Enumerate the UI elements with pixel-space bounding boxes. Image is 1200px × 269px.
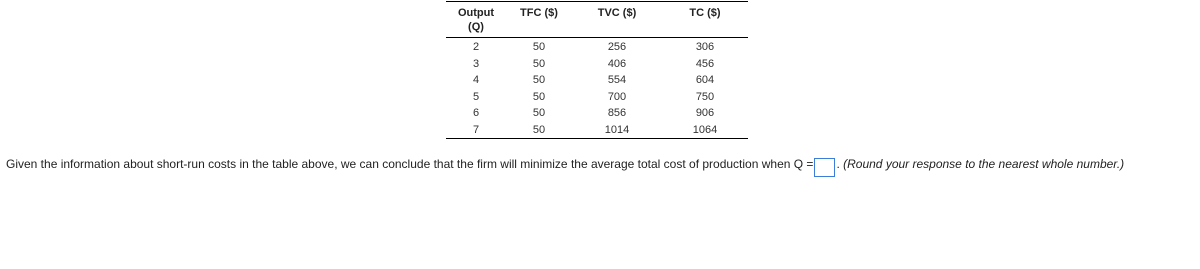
answer-input[interactable] (814, 158, 835, 177)
cell-tc: 906 (695, 107, 715, 119)
cell-tc: 1064 (692, 123, 718, 136)
cell-tfc: 50 (532, 41, 546, 53)
header-tvc: TVC ($) (597, 7, 637, 19)
cell-q: 6 (472, 107, 480, 119)
cell-tvc: 256 (607, 41, 627, 53)
cell-q: 5 (472, 90, 480, 103)
cell-tfc: 50 (532, 57, 546, 70)
cell-tvc: 856 (607, 107, 627, 119)
header-tc: TC ($) (689, 7, 721, 19)
cell-tvc: 700 (607, 90, 627, 103)
table-row (446, 105, 748, 122)
question-text: Given the information about short-run costs in the table above, we can conclude that the firm will minimize the average total cost of production when Q = (6, 157, 814, 171)
cell-q: 7 (472, 123, 480, 136)
cell-q: 3 (472, 57, 480, 70)
cell-tvc: 554 (607, 74, 627, 86)
cell-tfc: 50 (532, 74, 546, 86)
cost-table (446, 1, 748, 139)
table-row (446, 56, 748, 73)
cost-table-container (446, 1, 748, 139)
table-row (446, 89, 748, 106)
cell-tvc: 406 (607, 57, 627, 70)
cell-tvc: 1014 (604, 123, 630, 136)
cell-tfc: 50 (532, 123, 546, 136)
table-row (446, 38, 748, 56)
header-tfc: TFC ($) (520, 7, 558, 19)
cell-q: 2 (472, 41, 480, 53)
rounding-hint: (Round your response to the nearest whole number.) (843, 157, 1125, 171)
header-output-label: Output (457, 7, 495, 19)
question-period: . (836, 157, 840, 171)
table-row (446, 122, 748, 139)
cell-tc: 456 (695, 57, 715, 70)
question-prompt (6, 154, 1186, 177)
table-row (446, 72, 748, 89)
cell-tfc: 50 (532, 107, 546, 119)
table-header-row (446, 2, 748, 38)
cell-tc: 306 (695, 41, 715, 53)
cell-tfc: 50 (532, 90, 546, 103)
cell-q: 4 (472, 74, 480, 86)
header-output-q (446, 2, 506, 38)
cell-tc: 750 (695, 90, 715, 103)
header-q-label: (Q) (468, 21, 484, 33)
cell-tc: 604 (695, 74, 715, 86)
